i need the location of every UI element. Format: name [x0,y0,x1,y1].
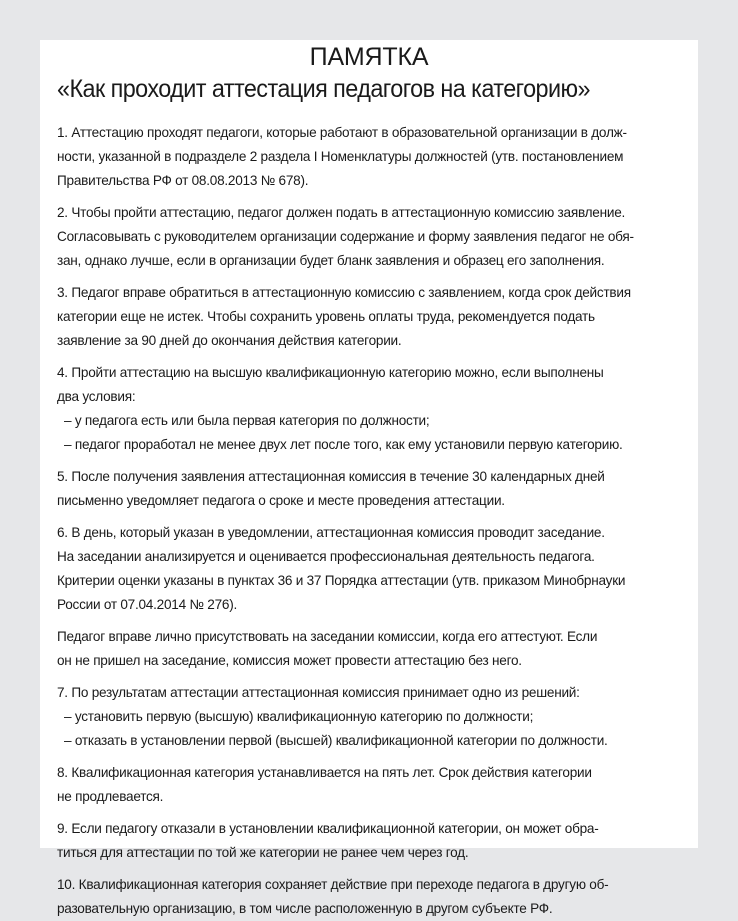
paragraph-line: титься для аттестации по той же категории не ранее чем через год. [57,845,469,860]
paragraph-line: 10. Квалификационная категория сохраняет действие при переходе педагога в другую об- [57,877,609,892]
memo-paragraph [57,201,690,273]
memo-subtitle: «Как проходит аттестация педагогов на категорию» [57,75,590,103]
memo-paragraph [57,761,690,809]
paragraph-line: России от 07.04.2014 № 276). [57,597,238,612]
paragraph-line: разовательную организацию, в том числе расположенную в другом субъекте РФ. [57,901,553,916]
memo-paragraph [57,681,690,753]
memo-paragraph [57,817,690,865]
paragraph-line: Критерии оценки указаны в пунктах 36 и 37 Порядка аттестации (утв. приказом Минобрнауки [57,573,626,588]
paragraph-line: письменно уведомляет педагога о сроке и месте проведения аттестации. [57,493,505,508]
paragraph-line: 3. Педагог вправе обратиться в аттестационную комиссию с заявлением, когда срок действия [57,285,631,300]
list-item: – у педагога есть или была первая категория по должности; [64,413,430,428]
paragraph-line: он не пришел на заседание, комиссия может провести аттестацию без него. [57,653,522,668]
memo-paragraph [57,873,690,921]
paragraph-line: ности, указанной в подразделе 2 раздела I Номенклатуры должностей (утв. постановлением [57,149,624,164]
paragraph-line: 9. Если педагогу отказали в установлении квалификационной категории, он может обра- [57,821,599,836]
memo-paragraph [57,121,690,193]
memo-paragraph [57,625,690,673]
paragraph-line: заявление за 90 дней до окончания действия категории. [57,333,402,348]
paragraph-line: два условия: [57,389,136,404]
memo-title: ПАМЯТКА [309,43,429,71]
list-item: – педагог проработал не менее двух лет после того, как ему установили первую категорию. [64,437,623,452]
paragraph-line: 6. В день, который указан в уведомлении, аттестационная комиссия проводит заседание. [57,525,605,540]
paragraph-line: не продлевается. [57,789,164,804]
paragraph-line: 4. Пройти аттестацию на высшую квалификационную категорию можно, если выполнены [57,365,604,380]
paragraph-line: 1. Аттестацию проходят педагоги, которые работают в образовательной организации в долж- [57,125,627,140]
paragraph-line: Правительства РФ от 08.08.2013 № 678). [57,173,309,188]
memo-paragraph [57,465,690,513]
paragraph-line: 2. Чтобы пройти аттестацию, педагог должен подать в аттестационную комиссию заявление. [57,205,626,220]
paragraph-line: 5. После получения заявления аттестационная комиссия в течение 30 календарных дней [57,469,605,484]
memo-paragraph [57,361,690,457]
memo-sheet [40,40,698,916]
list-item: – отказать в установлении первой (высшей) квалификационной категории по должности. [64,733,608,748]
paragraph-line: Педагог вправе лично присутствовать на заседании комиссии, когда его аттестуют. Если [57,629,598,644]
memo-paragraph [57,281,690,353]
paragraph-line: категории еще не истек. Чтобы сохранить уровень оплаты труда, рекомендуется подать [57,309,595,324]
memo-paragraph [57,521,690,617]
list-item: – установить первую (высшую) квалификационную категорию по должности; [64,709,534,724]
memo-content [57,121,698,921]
paragraph-line: 7. По результатам аттестации аттестационная комиссия принимает одно из решений: [57,685,580,700]
paragraph-line: 8. Квалификационная категория устанавливается на пять лет. Срок действия категории [57,765,592,780]
paragraph-line: Согласовывать с руководителем организации содержание и форму заявления педагог не обя- [57,229,634,244]
paragraph-line: зан, однако лучше, если в организации будет бланк заявления и образец его заполнения. [57,253,605,268]
paragraph-line: На заседании анализируется и оценивается профессиональная деятельность педагога. [57,549,595,564]
